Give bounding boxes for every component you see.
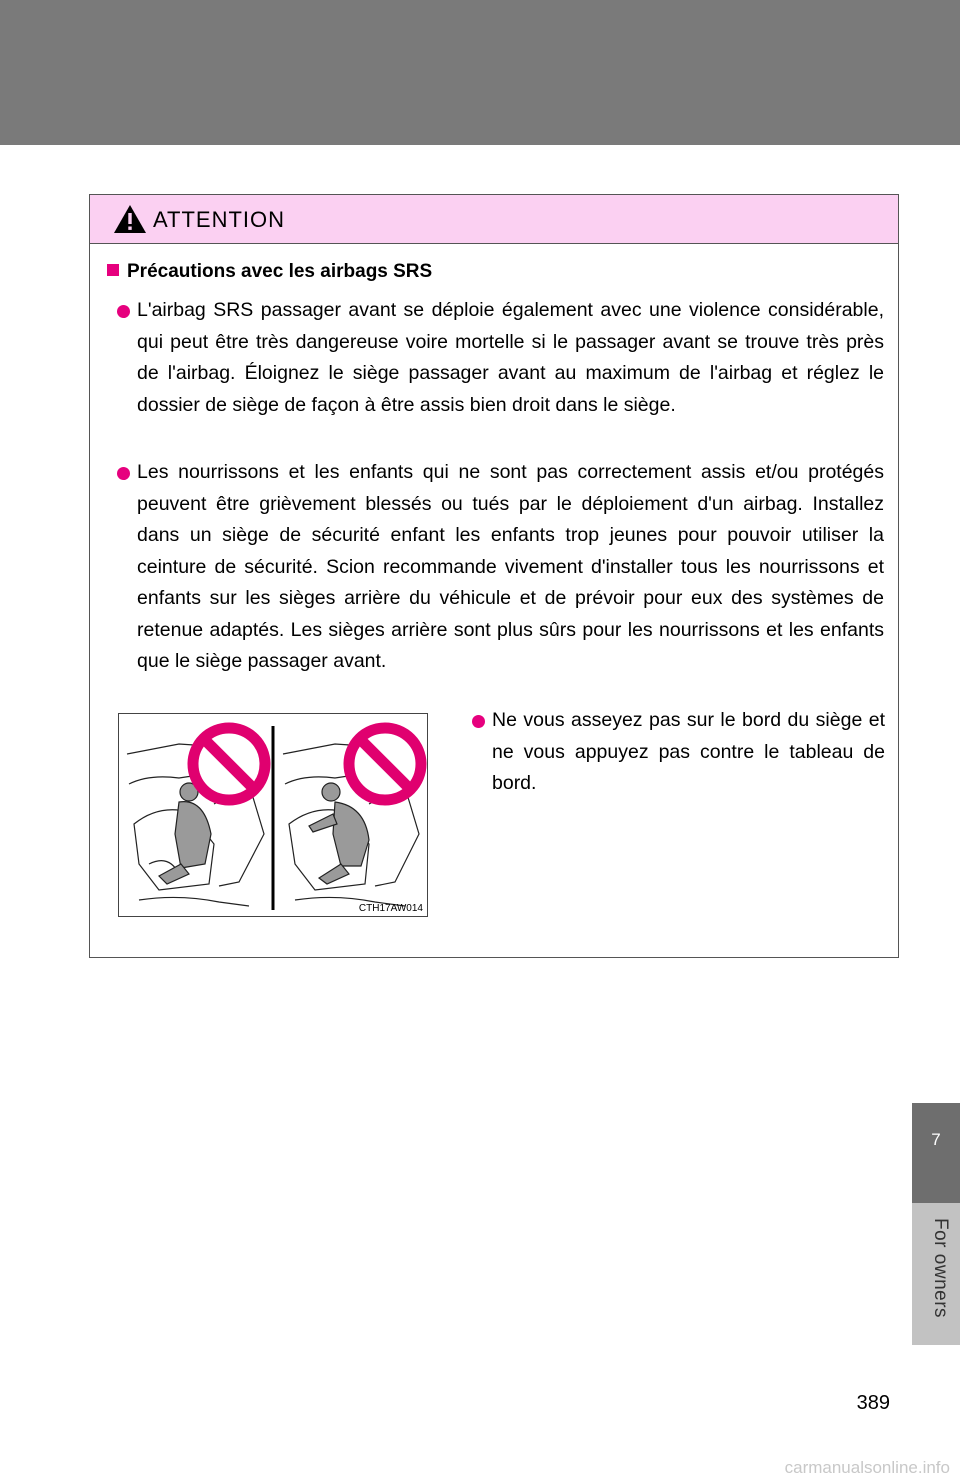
round-bullet-icon [472,715,485,728]
bullet-item: Ne vous asseyez pas sur le bord du siège et ne vous appuyez pas contre le tableau de bord. [492,705,885,800]
chapter-label: For owners [930,1218,951,1319]
illustration-code: CTH17AW014 [358,903,423,914]
warning-triangle-icon [113,204,147,234]
attention-title: ATTENTION [153,207,286,232]
attention-box [89,194,899,958]
bullet-item: Les nourrissons et les enfants qui ne sont pas correctement assis et/ou protégés peuvent être grièvement blessés ou tués par le déploiement d'un airbag. Installez dans un siège de sécurité enfant les enfants trop jeunes pour pouvoir utiliser la ceinture de sécurité. Scion recommande vivement d'installer tous les nourrissons et enfants sur les sièges arrière du véhicule et de prévoir pour eux des systèmes de retenue adaptés. Les sièges arrière sont plus sûrs pour les nourrissons et les enfants que le siège passager avant. [137,457,884,678]
section-title: Précautions avec les airbags SRS [107,261,432,283]
attention-header [90,195,898,244]
top-header-band [0,0,960,145]
chapter-number: 7 [931,1130,941,1149]
page-number: 389 [856,1392,890,1414]
bullet-item: L'airbag SRS passager avant se déploie également avec une violence considérable, qui peut être très dangereuse voire mortelle si le passager avant se trouve très près de l'airbag. Éloignez le siège passager avant au maximum de l'airbag et réglez le dossier de siège de façon à être assis bien droit dans le siège. [137,295,884,421]
illustration-seating-warning [118,713,428,917]
square-bullet-icon [107,264,119,276]
illustration-drawing [119,714,427,916]
round-bullet-icon [117,467,130,480]
chapter-tab [912,1103,960,1203]
watermark: carmanualsonline.info [784,1458,950,1477]
round-bullet-icon [117,305,130,318]
